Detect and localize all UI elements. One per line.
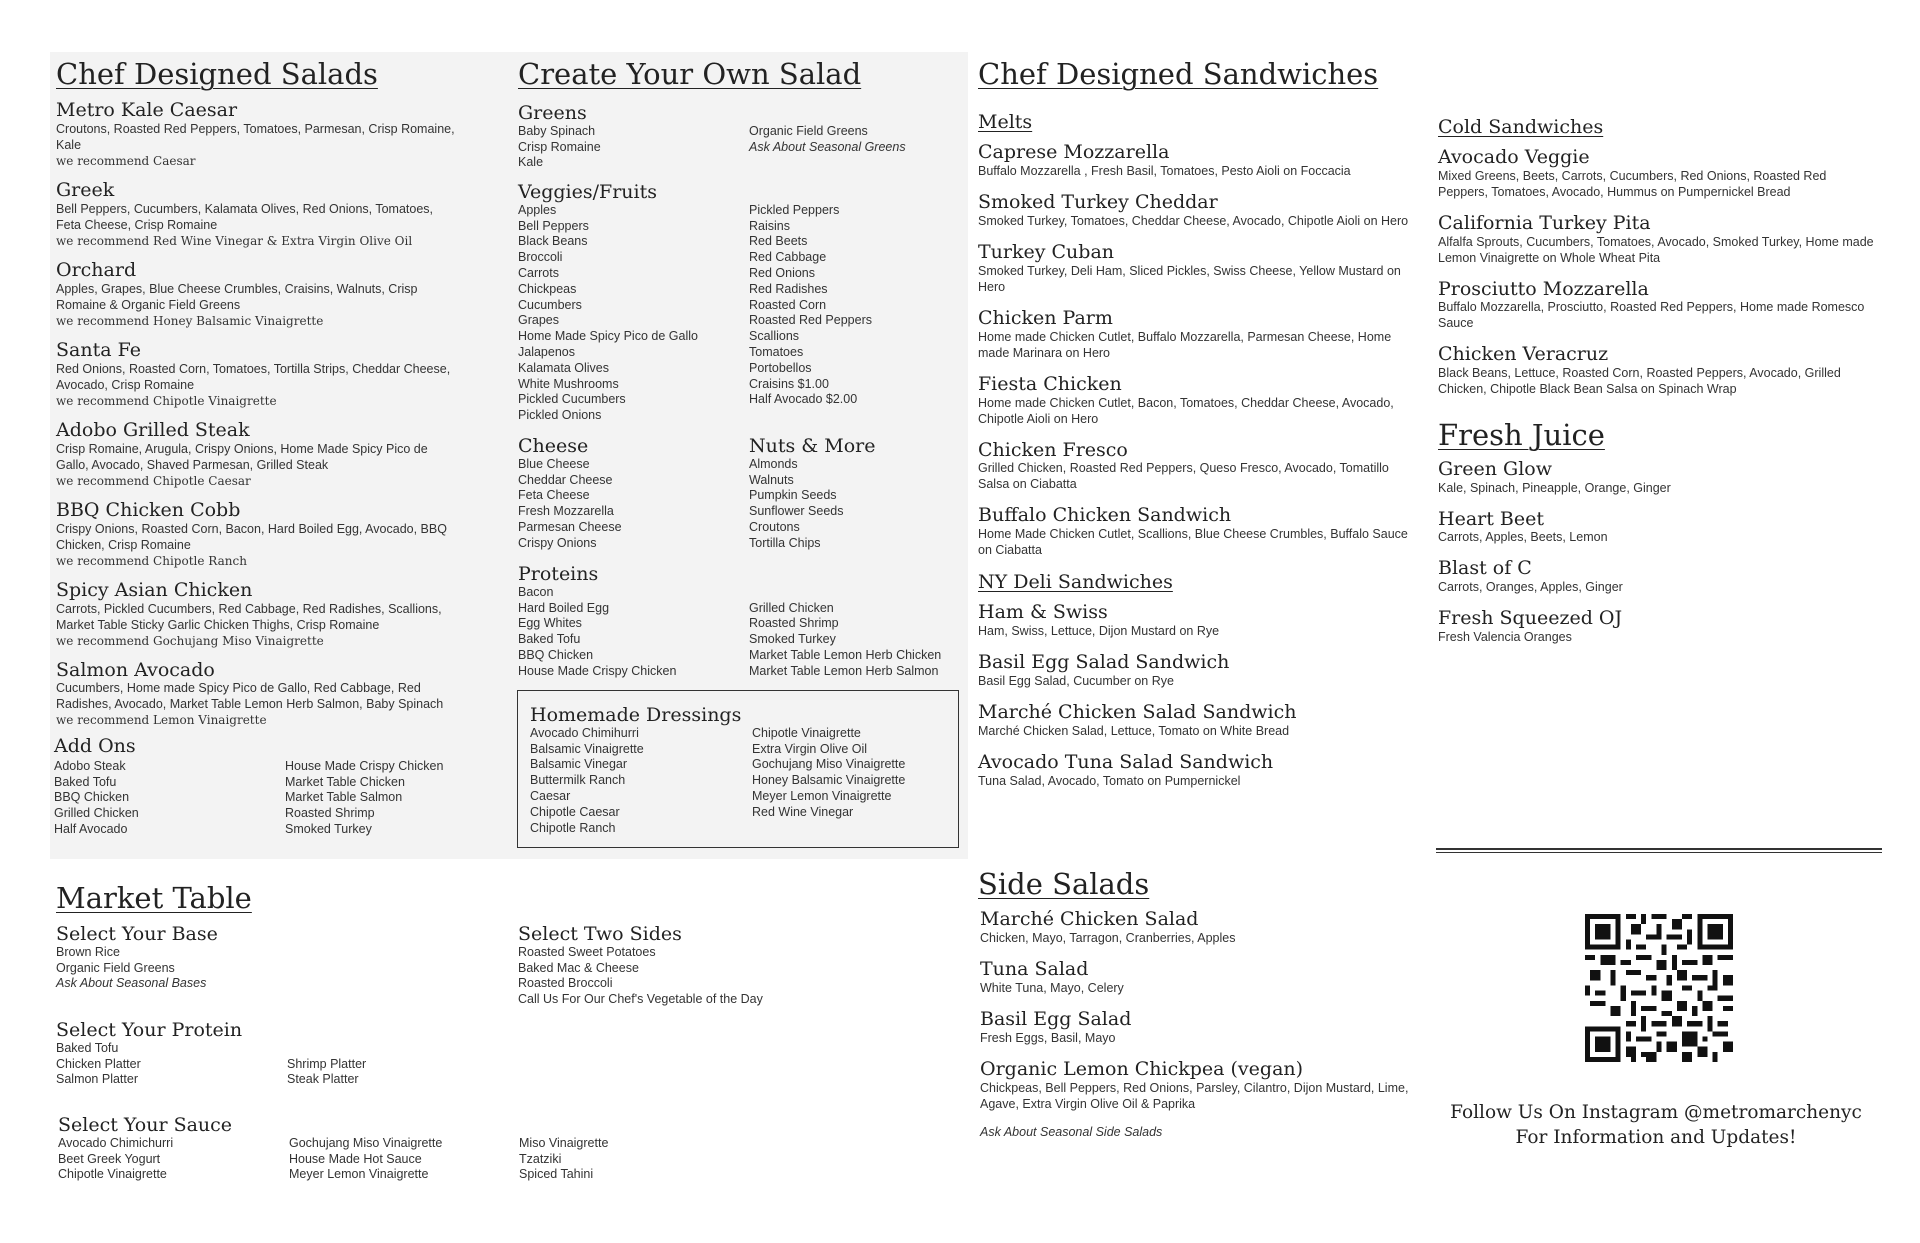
list-item: Croutons xyxy=(749,520,800,535)
veggies-right-list xyxy=(749,203,872,424)
menu-item-description: Mixed Greens, Beets, Carrots, Cucumbers, Red Onions, Roasted Red Peppers, Tomatoes, Avocado, Hummus on Pumpernickel Bread xyxy=(1438,168,1827,199)
list-item: Smoked Turkey xyxy=(749,632,836,647)
market-sauce-col2 xyxy=(289,1136,519,1183)
list-item: Crisp Romaine xyxy=(518,139,601,154)
list-item: Roasted Broccoli xyxy=(518,976,613,991)
list-item: Roasted Sweet Potatoes xyxy=(518,944,656,959)
menu-item-recommendation: we recommend Red Wine Vinegar & Extra Virgin Olive Oil xyxy=(56,234,413,249)
menu-item-description: Croutons, Roasted Red Peppers, Tomatoes, Parmesan, Crisp Romaine, Kale xyxy=(56,122,455,153)
menu-item xyxy=(978,308,1418,361)
menu-item-recommendation: we recommend Honey Balsamic Vinaigrette xyxy=(56,314,324,329)
menu-item xyxy=(978,192,1418,229)
menu-item-name: Marché Chicken Salad Sandwich xyxy=(978,700,1297,723)
list-item: Broccoli xyxy=(518,250,563,265)
menu-item-description: Crisp Romaine, Arugula, Crispy Onions, Home Made Spicy Pico de Gallo, Avocado, Shaved Parmesan, Grilled Steak xyxy=(56,441,428,472)
chef-salads-title: Chef Designed Salads xyxy=(56,57,378,91)
market-section xyxy=(56,882,496,915)
menu-item xyxy=(56,660,456,729)
list-item: House Made Crispy Chicken xyxy=(285,758,444,773)
menu-item-recommendation: we recommend Chipotle Caesar xyxy=(56,473,251,488)
cold-list xyxy=(1438,147,1878,398)
list-item: Pickled Onions xyxy=(518,408,602,423)
menu-item-description: Home made Chicken Cutlet, Bacon, Tomatoes, Cheddar Cheese, Avocado, Chipotle Aioli on Hero xyxy=(978,395,1394,426)
cold-title: Cold Sandwiches xyxy=(1438,116,1604,138)
list-item: Black Beans xyxy=(518,234,588,249)
list-item: Buttermilk Ranch xyxy=(530,773,626,788)
list-item: Portobellos xyxy=(749,360,812,375)
list-item: Smoked Turkey xyxy=(285,822,372,837)
menu-item xyxy=(1438,608,1878,645)
proteins-left-list xyxy=(518,585,749,680)
list-item: Jalapenos xyxy=(518,345,575,360)
nuts-list xyxy=(749,457,875,552)
list-item: Fresh Mozzarella xyxy=(518,504,614,519)
menu-item-description: Alfalfa Sprouts, Cucumbers, Tomatoes, Avocado, Smoked Turkey, Home made Lemon Vinaigrette on Whole Wheat Pita xyxy=(1438,234,1874,265)
list-item: Spiced Tahini xyxy=(519,1167,594,1182)
market-base-list xyxy=(56,945,356,977)
menu-item-name: BBQ Chicken Cobb xyxy=(56,498,241,521)
list-item: BBQ Chicken xyxy=(518,648,594,663)
menu-item-recommendation: we recommend Chipotle Vinaigrette xyxy=(56,393,277,408)
menu-item-description: Basil Egg Salad, Cucumber on Rye xyxy=(978,673,1174,688)
juice-title: Fresh Juice xyxy=(1438,418,1605,453)
menu-item-description: Tuna Salad, Avocado, Tomato on Pumpernickel xyxy=(978,773,1241,788)
list-item: Chipotle Ranch xyxy=(530,820,616,835)
menu-item-description: Chicken, Mayo, Tarragon, Cranberries, Apples xyxy=(980,931,1236,946)
list-item: Roasted Red Peppers xyxy=(749,313,872,328)
list-item: Tzatziki xyxy=(519,1151,562,1166)
sandwiches-section xyxy=(978,58,1418,802)
divider-line-bottom xyxy=(1436,852,1882,853)
menu-item xyxy=(1438,558,1878,595)
market-base-note: Ask About Seasonal Bases xyxy=(56,976,207,991)
list-item: Miso Vinaigrette xyxy=(519,1135,609,1150)
menu-item xyxy=(56,260,456,329)
divider-line-top xyxy=(1436,848,1882,850)
side-salads-section xyxy=(978,868,1418,1141)
menu-item-description: Chickpeas, Bell Peppers, Red Onions, Parsley, Cilantro, Dijon Mustard, Lime, Agave, Extra Virgin Olive Oil & Paprika xyxy=(980,1080,1409,1111)
list-item: Red Radishes xyxy=(749,281,828,296)
chef-salads-list xyxy=(56,100,456,728)
menu-item-name: Caprese Mozzarella xyxy=(978,141,1170,164)
menu-item-name: Fresh Squeezed OJ xyxy=(1438,607,1623,630)
addons-left-list xyxy=(54,759,285,838)
list-item: Pickled Cucumbers xyxy=(518,392,626,407)
veggies-title: Veggies/Fruits xyxy=(518,181,657,203)
menu-item-description: Red Onions, Roasted Corn, Tomatoes, Tortilla Strips, Cheddar Cheese, Avocado, Crisp Romaine xyxy=(56,361,451,392)
list-item: Baked Tofu xyxy=(54,774,117,789)
list-item: Avocado Chimichurri xyxy=(58,1135,174,1150)
menu-item-description: Cucumbers, Home made Spicy Pico de Gallo, Red Cabbage, Red Radishes, Avocado, Market Table Lemon Herb Salmon, Baby Spinach xyxy=(56,681,444,712)
list-item: Roasted Shrimp xyxy=(285,806,375,821)
list-item: Tortilla Chips xyxy=(749,535,821,550)
list-item: Grilled Chicken xyxy=(54,806,139,821)
dressings-left-list xyxy=(530,726,752,837)
market-protein-left xyxy=(56,1041,287,1088)
market-protein-group xyxy=(56,1020,496,1088)
menu-item xyxy=(980,1059,1418,1112)
cold-sandwiches-section xyxy=(1438,116,1878,658)
list-item: Red Wine Vinegar xyxy=(752,804,854,819)
dressings-right-list xyxy=(752,726,905,837)
menu-item-name: Blast of C xyxy=(1438,557,1532,580)
list-item: BBQ Chicken xyxy=(54,790,130,805)
list-item: Scallions xyxy=(749,329,800,344)
list-item: Feta Cheese xyxy=(518,488,590,503)
menu-item xyxy=(56,340,456,409)
menu-item-name: Orchard xyxy=(56,259,137,282)
menu-item xyxy=(978,242,1418,295)
market-base-group xyxy=(56,924,356,992)
list-item: Grapes xyxy=(518,313,559,328)
cheese-list xyxy=(518,457,749,552)
greens-left-list xyxy=(518,124,749,171)
list-item: Extra Virgin Olive Oil xyxy=(752,741,868,756)
menu-item xyxy=(978,374,1418,427)
menu-item-name: Chicken Parm xyxy=(978,306,1113,329)
menu-item-name: California Turkey Pita xyxy=(1438,211,1651,234)
menu-item xyxy=(56,580,456,649)
menu-item xyxy=(980,909,1418,946)
menu-item-name: Salmon Avocado xyxy=(56,658,215,681)
menu-item-description: Smoked Turkey, Deli Ham, Sliced Pickles, Swiss Cheese, Yellow Mustard on Hero xyxy=(978,263,1401,294)
cheese-nuts-group xyxy=(518,436,958,552)
list-item: Chickpeas xyxy=(518,281,577,296)
list-item: Home Made Spicy Pico de Gallo xyxy=(518,329,698,344)
menu-item-name: Organic Lemon Chickpea (vegan) xyxy=(980,1058,1304,1081)
proteins-right-list xyxy=(749,585,941,680)
menu-item-recommendation: we recommend Lemon Vinaigrette xyxy=(56,713,267,728)
qr-code-icon[interactable] xyxy=(1585,914,1733,1062)
menu-item xyxy=(978,505,1418,558)
menu-item xyxy=(56,100,456,169)
market-title: Market Table xyxy=(56,881,252,915)
market-sides-title: Select Two Sides xyxy=(518,923,682,945)
list-item: Honey Balsamic Vinaigrette xyxy=(752,773,906,788)
menu-item-name: Smoked Turkey Cheddar xyxy=(978,191,1218,214)
menu-item xyxy=(1438,213,1878,266)
menu-item-description: Apples, Grapes, Blue Cheese Crumbles, Craisins, Walnuts, Crisp Romaine & Organic Field Greens xyxy=(56,282,418,313)
list-item: House Made Crispy Chicken xyxy=(518,663,677,678)
juice-list xyxy=(1438,459,1878,646)
list-item: Half Avocado xyxy=(54,822,128,837)
list-item: Meyer Lemon Vinaigrette xyxy=(289,1167,429,1182)
menu-item xyxy=(1438,459,1878,496)
market-sides-group xyxy=(518,924,918,1008)
menu-item-recommendation: we recommend Chipotle Ranch xyxy=(56,553,247,568)
menu-item-name: Tuna Salad xyxy=(980,958,1089,981)
menu-item-description: Bell Peppers, Cucumbers, Kalamata Olives, Red Onions, Tomatoes, Feta Cheese, Crisp Romaine xyxy=(56,202,434,233)
side-salads-list xyxy=(978,909,1418,1112)
instagram-line-1[interactable]: Follow Us On Instagram @metromarchenyc xyxy=(1450,1102,1862,1123)
list-item: Sunflower Seeds xyxy=(749,504,844,519)
menu-item-description: Kale, Spinach, Pineapple, Orange, Ginger xyxy=(1438,480,1671,495)
menu-item xyxy=(978,602,1418,639)
side-salads-title: Side Salads xyxy=(978,867,1150,901)
menu-item xyxy=(1438,344,1878,397)
market-protein-right xyxy=(287,1041,366,1088)
create-salad-section xyxy=(518,58,958,91)
menu-item-recommendation: we recommend Gochujang Miso Vinaigrette xyxy=(56,633,324,648)
list-item: Kale xyxy=(518,155,544,170)
list-item: Balsamic Vinegar xyxy=(530,757,628,772)
list-item: Blue Cheese xyxy=(518,456,590,471)
list-item: Half Avocado $2.00 xyxy=(749,392,858,407)
dressings-box xyxy=(517,690,959,848)
list-item: Roasted Corn xyxy=(749,297,827,312)
menu-item xyxy=(978,440,1418,493)
list-item: Bell Peppers xyxy=(518,218,589,233)
list-item: Avocado Chimihurri xyxy=(530,725,639,740)
greens-title: Greens xyxy=(518,102,587,124)
menu-item xyxy=(978,752,1418,789)
sandwiches-title: Chef Designed Sandwiches xyxy=(978,57,1379,91)
menu-item xyxy=(56,500,456,569)
menu-item-description: White Tuna, Mayo, Celery xyxy=(980,981,1124,996)
menu-item-recommendation: we recommend Caesar xyxy=(56,154,196,169)
cheese-title: Cheese xyxy=(518,435,589,457)
menu-item-description: Buffalo Mozzarella, Prosciutto, Roasted Red Peppers, Home made Romesco Sauce xyxy=(1438,300,1865,331)
list-item: Grilled Chicken xyxy=(749,600,834,615)
list-item: Almonds xyxy=(749,456,798,471)
menu-item-description: Grilled Chicken, Roasted Red Peppers, Queso Fresco, Avocado, Tomatillo Salsa on Ciabatta xyxy=(978,461,1389,492)
list-item: Red Cabbage xyxy=(749,250,827,265)
market-sides-list xyxy=(518,945,918,1008)
list-item: Egg Whites xyxy=(518,616,582,631)
instagram-follow-text[interactable] xyxy=(1436,1100,1876,1150)
list-item: Crispy Onions xyxy=(518,535,597,550)
list-item: Shrimp Platter xyxy=(287,1056,367,1071)
addons-section xyxy=(54,736,474,838)
menu-item-name: Basil Egg Salad xyxy=(980,1008,1132,1031)
list-item: Red Beets xyxy=(749,234,808,249)
instagram-line-2: For Information and Updates! xyxy=(1515,1127,1797,1148)
menu-item-name: Chicken Fresco xyxy=(978,438,1128,461)
list-item: Organic Field Greens xyxy=(56,960,175,975)
list-item: Tomatoes xyxy=(749,345,804,360)
menu-item-description: Carrots, Apples, Beets, Lemon xyxy=(1438,530,1608,545)
addons-title: Add Ons xyxy=(54,735,136,757)
menu-item-name: Basil Egg Salad Sandwich xyxy=(978,651,1230,674)
list-item: Hard Boiled Egg xyxy=(518,600,610,615)
menu-item-description: Smoked Turkey, Tomatoes, Cheddar Cheese, Avocado, Chipotle Aioli on Hero xyxy=(978,213,1409,228)
market-sauce-col3 xyxy=(519,1136,608,1183)
menu-item-name: Metro Kale Caesar xyxy=(56,99,238,122)
menu-item-description: Black Beans, Lettuce, Roasted Corn, Roasted Peppers, Avocado, Grilled Chicken, Chipotle Black Bean Salsa on Spinach Wrap xyxy=(1438,366,1841,397)
market-base-title: Select Your Base xyxy=(56,923,218,945)
menu-item-name: Fiesta Chicken xyxy=(978,372,1122,395)
menu-item xyxy=(978,142,1418,179)
market-sauce-title: Select Your Sauce xyxy=(58,1114,233,1136)
menu-item-description: Ham, Swiss, Lettuce, Dijon Mustard on Rye xyxy=(978,624,1220,639)
veggies-group xyxy=(518,182,958,424)
list-item: Brown Rice xyxy=(56,944,120,959)
menu-item-name: Santa Fe xyxy=(56,339,141,362)
list-item: Kalamata Olives xyxy=(518,360,610,375)
list-item: Caesar xyxy=(530,789,571,804)
create-salad-title: Create Your Own Salad xyxy=(518,57,862,91)
menu-item-description: Home made Chicken Cutlet, Buffalo Mozzarella, Parmesan Cheese, Home made Marinara on Hero xyxy=(978,329,1392,360)
list-item: Baked Tofu xyxy=(56,1040,119,1055)
menu-item-name: Greek xyxy=(56,179,115,202)
menu-item-name: Ham & Swiss xyxy=(978,601,1108,624)
list-item: Chipotle Vinaigrette xyxy=(752,725,861,740)
market-sauce-group xyxy=(58,1115,658,1183)
list-item: Raisins xyxy=(749,218,790,233)
list-item: Walnuts xyxy=(749,472,794,487)
menu-item-description: Marché Chicken Salad, Lettuce, Tomato on White Bread xyxy=(978,723,1290,738)
menu-item-name: Spicy Asian Chicken xyxy=(56,578,253,601)
veggies-left-list xyxy=(518,203,749,424)
proteins-title: Proteins xyxy=(518,563,599,585)
deli-list xyxy=(978,602,1418,789)
list-item: Bacon xyxy=(518,584,554,599)
list-item: Balsamic Vinaigrette xyxy=(530,741,644,756)
menu-item-name: Marché Chicken Salad xyxy=(980,908,1199,931)
list-item: White Mushrooms xyxy=(518,376,619,391)
list-item: Organic Field Greens xyxy=(749,123,868,138)
menu-item xyxy=(1438,279,1878,332)
menu-item xyxy=(56,420,456,489)
greens-group xyxy=(518,103,958,171)
market-sauce-col1 xyxy=(58,1136,289,1183)
list-item: Chicken Platter xyxy=(56,1056,141,1071)
list-item: House Made Hot Sauce xyxy=(289,1151,422,1166)
list-item: Gochujang Miso Vinaigrette xyxy=(752,757,906,772)
nuts-title: Nuts & More xyxy=(749,435,876,457)
menu-item-name: Chicken Veracruz xyxy=(1438,343,1609,366)
list-item: Roasted Shrimp xyxy=(749,616,839,631)
list-item: Pickled Peppers xyxy=(749,202,840,217)
list-item: Beet Greek Yogurt xyxy=(58,1151,161,1166)
side-salads-note: Ask About Seasonal Side Salads xyxy=(980,1124,1163,1139)
menu-item-description: Crispy Onions, Roasted Corn, Bacon, Hard Boiled Egg, Avocado, BBQ Chicken, Crisp Romaine xyxy=(56,521,447,552)
menu-item xyxy=(1438,147,1878,200)
menu-item-name: Avocado Tuna Salad Sandwich xyxy=(978,750,1274,773)
market-protein-title: Select Your Protein xyxy=(56,1019,243,1041)
deli-title: NY Deli Sandwiches xyxy=(978,571,1173,594)
list-item: Baby Spinach xyxy=(518,123,596,138)
menu-item xyxy=(1438,509,1878,546)
list-item: Baked Tofu xyxy=(518,632,581,647)
menu-item-name: Heart Beet xyxy=(1438,507,1544,530)
menu-item-description: Fresh Valencia Oranges xyxy=(1438,630,1572,645)
list-item: Market Table Lemon Herb Salmon xyxy=(749,663,939,678)
list-item: Call Us For Our Chef's Vegetable of the Day xyxy=(518,992,763,1007)
dressings-title: Homemade Dressings xyxy=(530,704,742,726)
menu-item xyxy=(56,180,456,249)
list-item: Red Onions xyxy=(749,266,816,281)
addons-right-list xyxy=(285,759,443,838)
list-item: Meyer Lemon Vinaigrette xyxy=(752,789,892,804)
melts-title: Melts xyxy=(978,111,1033,134)
list-item: Adobo Steak xyxy=(54,758,126,773)
list-item: Steak Platter xyxy=(287,1072,359,1087)
list-item: Market Table Salmon xyxy=(285,790,403,805)
menu-item-name: Adobo Grilled Steak xyxy=(56,418,250,441)
list-item: Market Table Chicken xyxy=(285,774,405,789)
proteins-group xyxy=(518,564,958,680)
list-item: Baked Mac & Cheese xyxy=(518,960,639,975)
menu-item-name: Avocado Veggie xyxy=(1438,145,1590,168)
greens-right-list xyxy=(749,124,906,171)
menu-item-description: Home Made Chicken Cutlet, Scallions, Blue Cheese Crumbles, Buffalo Sauce on Ciabatta xyxy=(978,527,1408,558)
list-item: Gochujang Miso Vinaigrette xyxy=(289,1135,443,1150)
menu-item xyxy=(978,652,1418,689)
menu-item xyxy=(980,1009,1418,1046)
list-item: Pumpkin Seeds xyxy=(749,488,837,503)
list-item: Apples xyxy=(518,202,557,217)
menu-item xyxy=(978,702,1418,739)
menu-item-description: Buffalo Mozzarella , Fresh Basil, Tomatoes, Pesto Aioli on Foccacia xyxy=(978,164,1351,179)
list-item: Craisins $1.00 xyxy=(749,376,829,391)
menu-item-description: Fresh Eggs, Basil, Mayo xyxy=(980,1031,1116,1046)
menu-item-name: Prosciutto Mozzarella xyxy=(1438,277,1649,300)
menu-item-name: Buffalo Chicken Sandwich xyxy=(978,504,1232,527)
list-item: Chipotle Caesar xyxy=(530,804,620,819)
menu-item-name: Turkey Cuban xyxy=(978,240,1115,263)
list-item: Market Table Lemon Herb Chicken xyxy=(749,648,942,663)
menu-item-description: Carrots, Pickled Cucumbers, Red Cabbage, Red Radishes, Scallions, Market Table Sticky Garlic Chicken Thighs, Crisp Romaine xyxy=(56,601,442,632)
menu-item xyxy=(980,959,1418,996)
melts-list xyxy=(978,142,1418,558)
list-item: Cucumbers xyxy=(518,297,582,312)
list-item: Carrots xyxy=(518,266,559,281)
list-item: Cheddar Cheese xyxy=(518,472,613,487)
list-item: Parmesan Cheese xyxy=(518,520,622,535)
menu-item-name: Green Glow xyxy=(1438,457,1552,480)
chef-salads-section xyxy=(56,58,456,739)
menu-item-description: Carrots, Oranges, Apples, Ginger xyxy=(1438,580,1623,595)
list-item: Chipotle Vinaigrette xyxy=(58,1167,167,1182)
list-item: Ask About Seasonal Greens xyxy=(749,139,906,154)
list-item: Salmon Platter xyxy=(56,1072,138,1087)
